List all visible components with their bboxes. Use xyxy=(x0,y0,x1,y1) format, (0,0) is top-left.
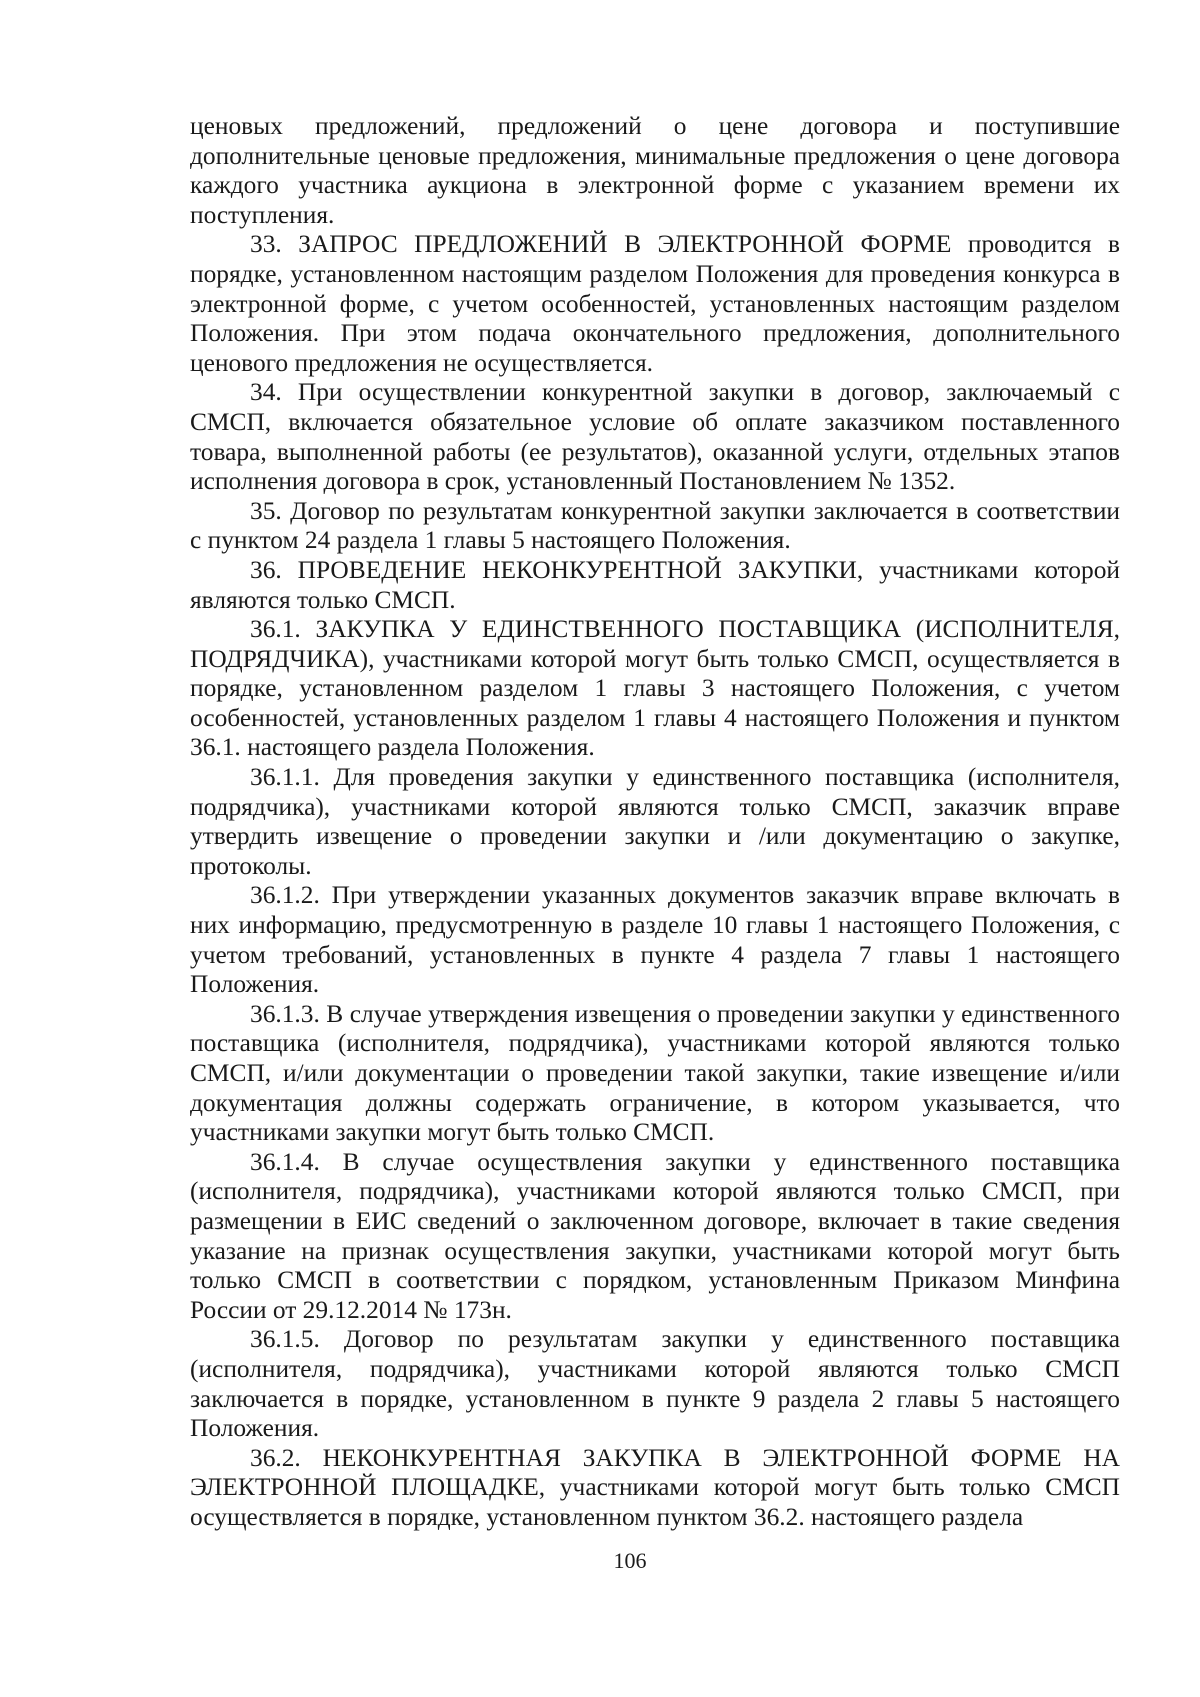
paragraph-36-1-2: 36.1.2. При утверждении указанных документов заказчик вправе включать в них информацию, предусмотренную в разделе 10 главы 1 настоящего Положения, с учетом требований, установленных в пункте 4 раздела 7 главы 1 настоящего Положения. xyxy=(190,881,1120,999)
paragraph-36-1-5: 36.1.5. Договор по результатам закупки у единственного поставщика (исполнителя, подрядчика), участниками которой являются только СМСП заключается в порядке, установленном в пункте 9 раздела 2 главы 5 настоящего Положения. xyxy=(190,1325,1120,1443)
paragraph-36-1-4: 36.1.4. В случае осуществления закупки у единственного поставщика (исполнителя, подрядчика), участниками которой являются только СМСП, при размещении в ЕИС сведений о заключенном договоре, включает в такие сведения указание на признак осуществления закупки, участниками которой могут быть только СМСП в соответствии с порядком, установленным Приказом Минфина России от 29.12.2014 № 173н. xyxy=(190,1147,1120,1324)
paragraph-36-1-3: 36.1.3. В случае утверждения извещения о проведении закупки у единственного поставщика (исполнителя, подрядчика), участниками которой являются только СМСП, и/или документации о проведении такой закупки, такие извещение и/или документация должны содержать ограничение, в котором указывается, что участниками закупки могут быть только СМСП. xyxy=(190,999,1120,1147)
paragraph-continuation: ценовых предложений, предложений о цене договора и поступившие дополнительные ценовые предложения, минимальные предложения о цене договора каждого участника аукциона в электронной форме с указанием времени их поступления. xyxy=(190,112,1120,229)
document-page xyxy=(190,112,1120,1533)
page-number: 106 xyxy=(613,1548,647,1573)
paragraph-35: 35. Договор по результатам конкурентной закупки заключается в соответствии с пунктом 24 раздела 1 главы 5 настоящего Положения. xyxy=(190,496,1120,555)
paragraph-33: 33. ЗАПРОС ПРЕДЛОЖЕНИЙ В ЭЛЕКТРОННОЙ ФОРМЕ проводится в порядке, установленном настоящим разделом Положения для проведения конкурса в электронной форме, с учетом особенностей, установленных настоящим разделом Положения. При этом подача окончательного предложения, дополнительного ценового предложения не осуществляется. xyxy=(190,230,1120,377)
paragraph-34: 34. При осуществлении конкурентной закупки в договор, заключаемый с СМСП, включается обязательное условие об оплате заказчиком поставленного товара, выполненной работы (ее результатов), оказанной услуги, отдельных этапов исполнения договора в срок, установленный Постановлением № 1352. xyxy=(190,378,1120,496)
paragraph-36-2: 36.2. НЕКОНКУРЕНТНАЯ ЗАКУПКА В ЭЛЕКТРОННОЙ ФОРМЕ НА ЭЛЕКТРОННОЙ ПЛОЩАДКЕ, участниками которой могут быть только СМСП осуществляется в порядке, установленном пунктом 36.2. настоящего раздела xyxy=(190,1443,1120,1531)
paragraph-36: 36. ПРОВЕДЕНИЕ НЕКОНКУРЕНТНОЙ ЗАКУПКИ, участниками которой являются только СМСП. xyxy=(190,555,1120,614)
paragraph-36-1: 36.1. ЗАКУПКА У ЕДИНСТВЕННОГО ПОСТАВЩИКА (ИСПОЛНИТЕЛЯ, ПОДРЯДЧИКА), участниками которой могут быть только СМСП, осуществляется в порядке, установленном разделом 1 главы 3 настоящего Положения, с учетом особенностей, установленных разделом 1 главы 4 настоящего Положения и пунктом 36.1. настоящего раздела Положения. xyxy=(190,615,1120,762)
paragraph-36-1-1: 36.1.1. Для проведения закупки у единственного поставщика (исполнителя, подрядчика), участниками которой являются только СМСП, заказчик вправе утвердить извещение о проведении закупки и /или документацию о закупке, протоколы. xyxy=(190,763,1120,880)
